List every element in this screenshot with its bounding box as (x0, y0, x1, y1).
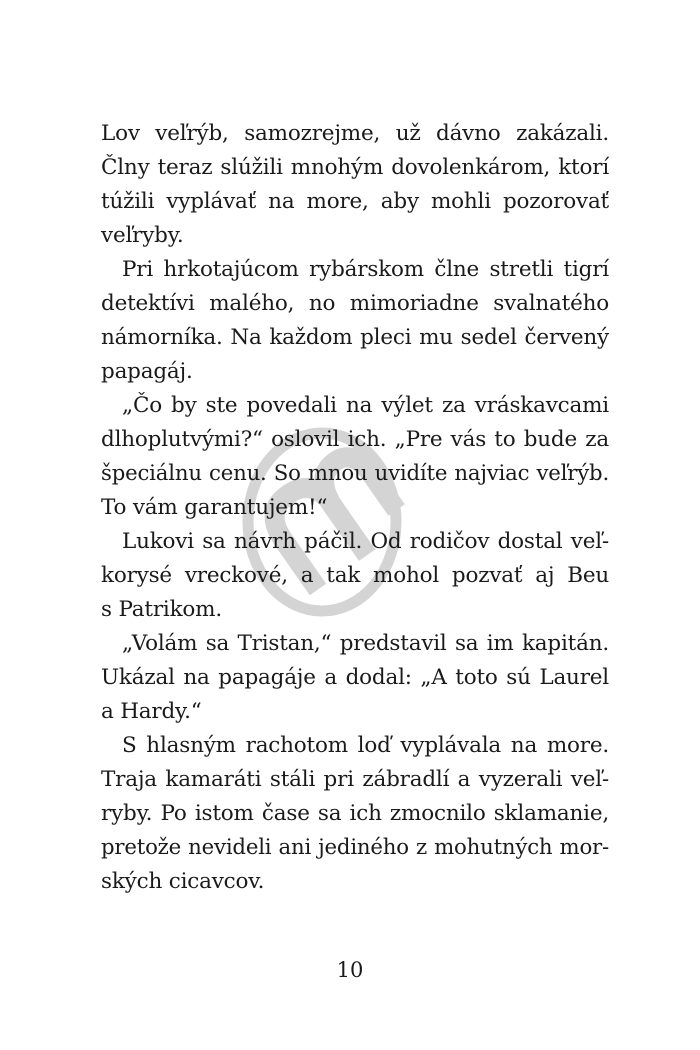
text-line: korysé vreckové, a tak mohol pozvať aj Beu (101, 563, 609, 588)
text-line: s Patrikom. (101, 597, 222, 622)
text-line: To vám garantujem!“ (101, 495, 328, 520)
text-line: námorníka. Na každom pleci mu sedel červený (101, 325, 609, 350)
text-line: dlhoplutvými?“ oslovil ich. „Pre vás to bude za (101, 427, 609, 452)
page-number: 10 (336, 958, 364, 982)
body-text (101, 117, 609, 899)
text-line: ryby. Po istom čase sa ich zmocnilo sklamanie, (101, 801, 609, 826)
paragraph (101, 729, 609, 899)
text-line: papagáj. (101, 359, 193, 384)
paragraph (101, 525, 609, 627)
text-line: Pri hrkotajúcom rybárskom člne stretli tigrí (122, 257, 609, 282)
text-line: pretože nevideli ani jediného z mohutných mor- (101, 835, 609, 860)
text-line: Lov veľrýb, samozrejme, už dávno zakázali. (101, 121, 609, 146)
paragraph (101, 389, 609, 525)
text-line: Ukázal na papagáje a dodal: „A toto sú Laurel (101, 665, 609, 690)
text-line: Lukovi sa návrh páčil. Od rodičov dostal veľ- (122, 529, 609, 554)
text-line: špeciálnu cenu. So mnou uvidíte najviac veľrýb. (101, 461, 609, 486)
text-line: „Volám sa Tristan,“ predstavil sa im kapitán. (122, 631, 609, 656)
text-line: S hlasným rachotom loď vyplávala na more. (122, 733, 609, 758)
paragraph (101, 253, 609, 389)
text-line: Člny teraz slúžili mnohým dovolenkárom, ktorí (101, 155, 609, 180)
text-line: Traja kamaráti stáli pri zábradlí a vyzerali veľ- (101, 767, 609, 792)
text-line: detektívi malého, no mimoriadne svalnatého (101, 291, 609, 316)
text-line: túžili vyplávať na more, aby mohli pozorovať (101, 189, 609, 214)
text-line: veľryby. (101, 223, 184, 248)
text-line: „Čo by ste povedali na výlet za vráskavcami (122, 393, 609, 418)
paragraph (101, 627, 609, 729)
paragraph (101, 117, 609, 253)
text-line: a Hardy.“ (101, 699, 202, 724)
text-line: ských cicavcov. (101, 869, 265, 894)
